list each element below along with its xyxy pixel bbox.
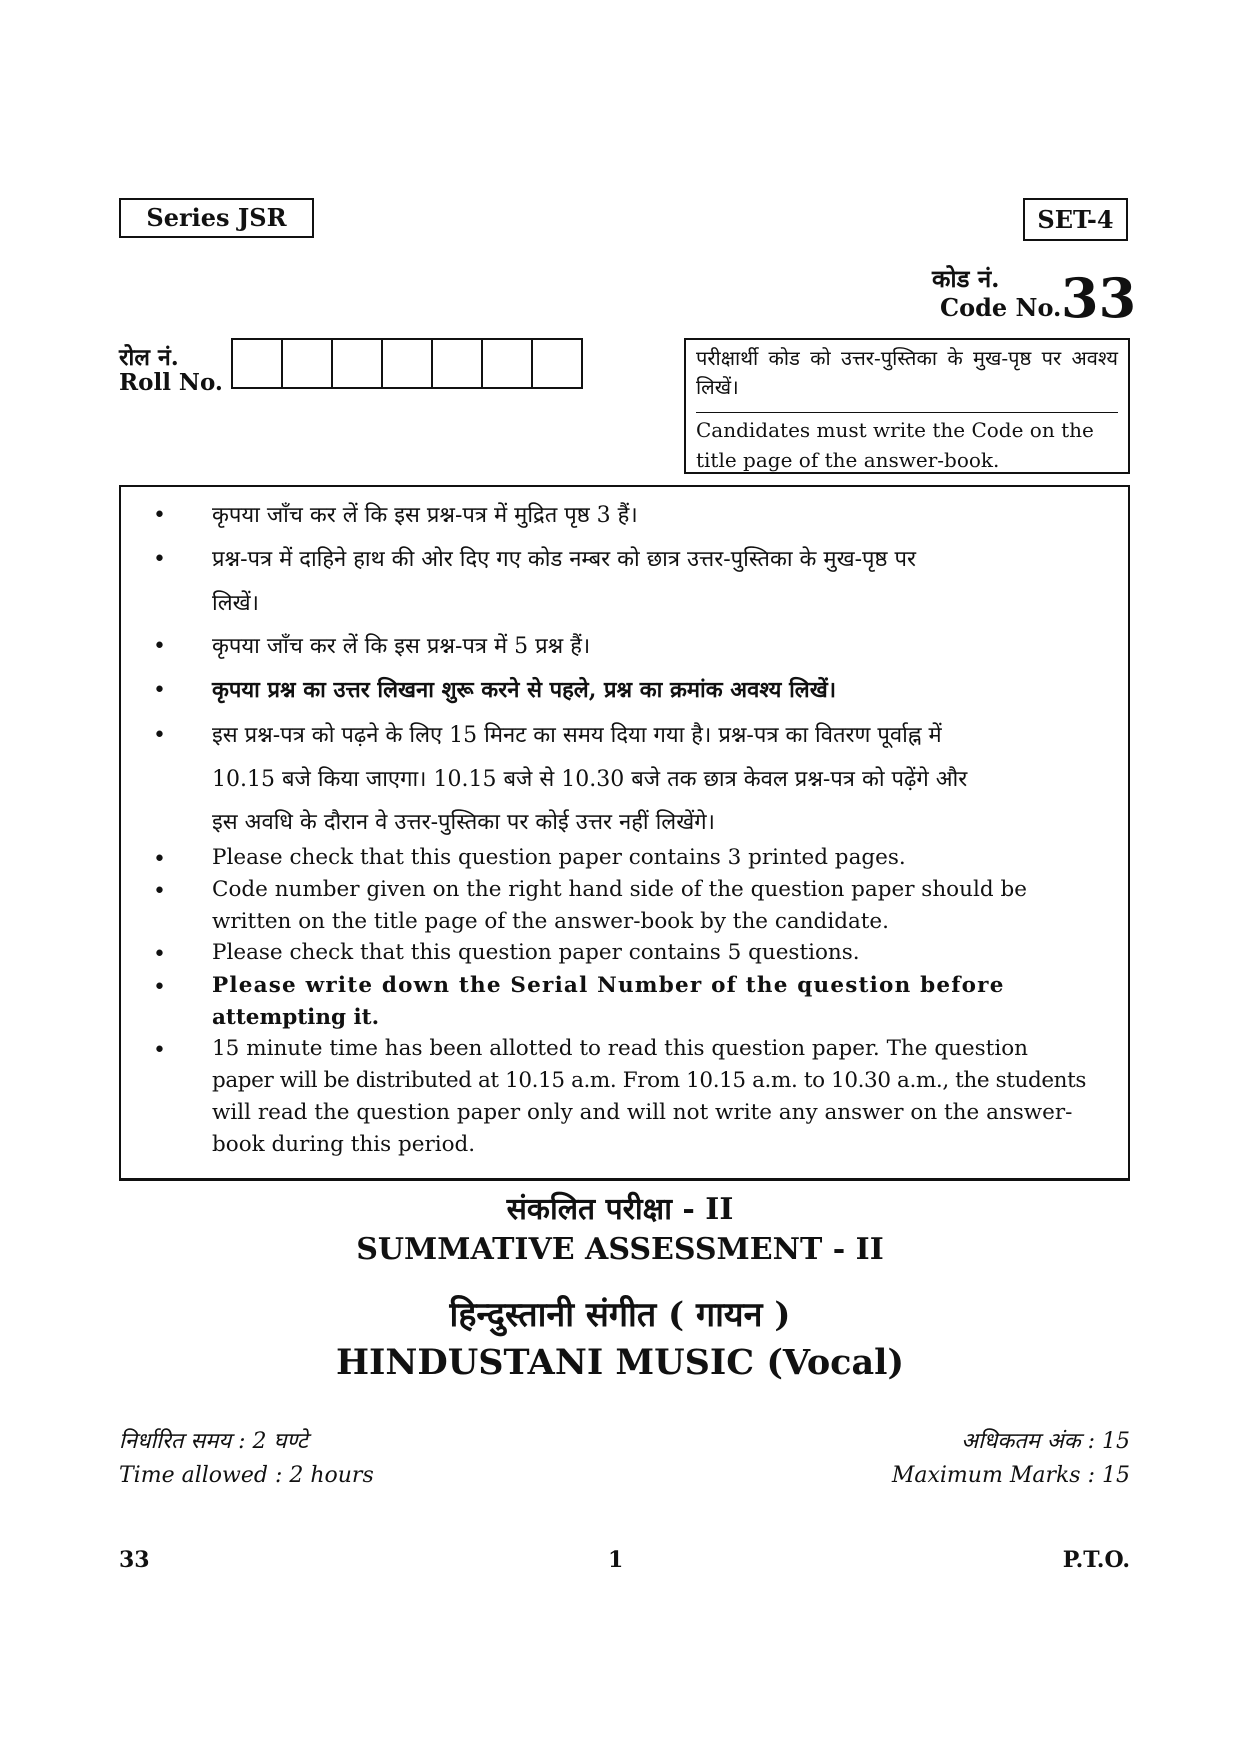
footer-code: 33 xyxy=(119,1547,150,1573)
roll-digit-box[interactable] xyxy=(433,340,483,387)
roll-number-boxes[interactable] xyxy=(231,338,583,389)
instructions-box xyxy=(119,485,1130,1181)
subject-title-english: HINDUSTANI MUSIC (Vocal) xyxy=(335,1342,905,1383)
time-allowed-hindi: निर्धारित समय : 2 घण्टे xyxy=(119,1429,308,1454)
bullet: • xyxy=(153,1038,166,1063)
instruction-hindi-5-cont: 10.15 बजे किया जाएगा। 10.15 बजे से 10.30 बजे तक छात्र केवल प्रश्न-पत्र को पढ़ेंगे और xyxy=(212,767,968,792)
code-label-english: Code No. xyxy=(940,293,1062,322)
instruction-english-3: Please check that this question paper contains 5 questions. xyxy=(212,940,860,965)
candidate-note-hindi: परीक्षार्थी कोड को उत्तर-पुस्तिका के मुख-पृष्ठ पर अवश्य लिखें। xyxy=(696,346,1118,399)
bullet: • xyxy=(153,975,166,1000)
roll-digit-box[interactable] xyxy=(333,340,383,387)
roll-digit-box[interactable] xyxy=(283,340,333,387)
candidate-note-line: Candidates must write the Code on the xyxy=(696,418,1094,442)
instruction-hindi-5-cont: इस अवधि के दौरान वे उत्तर-पुस्तिका पर कोई उत्तर नहीं लिखेंगे। xyxy=(212,810,715,835)
instruction-english-5-cont: book during this period. xyxy=(212,1132,476,1157)
bullet: • xyxy=(153,503,166,528)
roll-digit-box[interactable] xyxy=(533,340,583,387)
instruction-english-5-cont: will read the question paper only and will not write any answer on the answer- xyxy=(212,1100,1073,1125)
code-number: 33 xyxy=(1061,266,1137,330)
bullet: • xyxy=(153,678,166,703)
bullet: • xyxy=(153,634,166,659)
instruction-english-4-cont: attempting it. xyxy=(212,1005,380,1030)
subject-title-hindi: हिन्दुस्तानी संगीत ( गायन ) xyxy=(449,1295,791,1335)
roll-digit-box[interactable] xyxy=(483,340,533,387)
exam-title-english: SUMMATIVE ASSESSMENT - II xyxy=(356,1232,884,1267)
bullet: • xyxy=(153,942,166,967)
candidate-note-line: title page of the answer-book. xyxy=(696,448,1000,472)
instruction-english-4: Please write down the Serial Number of the question before xyxy=(212,973,1005,998)
roll-digit-box[interactable] xyxy=(233,340,283,387)
instruction-english-1: Please check that this question paper contains 3 printed pages. xyxy=(212,845,906,870)
exam-title-hindi: संकलित परीक्षा - II xyxy=(506,1192,734,1227)
code-label-hindi: कोड नं. xyxy=(932,264,1000,293)
instruction-hindi-3: कृपया जाँच कर लें कि इस प्रश्न-पत्र में 5 प्रश्न हैं। xyxy=(212,634,591,659)
bullet: • xyxy=(153,547,166,572)
max-marks-hindi: अधिकतम अंक : 15 xyxy=(961,1429,1130,1454)
bullet: • xyxy=(153,723,166,748)
candidate-note-box xyxy=(684,338,1130,474)
bullet: • xyxy=(153,847,166,872)
bullet: • xyxy=(153,879,166,904)
instruction-hindi-5: इस प्रश्न-पत्र को पढ़ने के लिए 15 मिनट का समय दिया गया है। प्रश्न-पत्र का वितरण पूर्वाह्न में xyxy=(212,723,942,748)
instruction-english-5-cont: paper will be distributed at 10.15 a.m. From 10.15 a.m. to 10.30 a.m., the students xyxy=(212,1068,1086,1093)
roll-label-hindi: रोल नं. xyxy=(119,344,179,371)
please-turn-over: P.T.O. xyxy=(1062,1547,1130,1573)
instruction-hindi-2-cont: लिखें। xyxy=(212,591,259,616)
candidate-note-english xyxy=(696,412,1118,475)
series-label: Series JSR xyxy=(119,198,314,238)
set-label: SET-4 xyxy=(1023,198,1128,241)
max-marks-english: Maximum Marks : 15 xyxy=(891,1463,1130,1488)
time-allowed-english: Time allowed : 2 hours xyxy=(119,1463,374,1488)
roll-label-english: Roll No. xyxy=(119,369,223,396)
instruction-hindi-4: कृपया प्रश्न का उत्तर लिखना शुरू करने से पहले, प्रश्न का क्रमांक अवश्य लिखें। xyxy=(212,677,837,703)
roll-digit-box[interactable] xyxy=(383,340,433,387)
instruction-hindi-2: प्रश्न-पत्र में दाहिने हाथ की ओर दिए गए कोड नम्बर को छात्र उत्तर-पुस्तिका के मुख-पृष्ठ पर xyxy=(212,547,916,572)
instruction-hindi-1: कृपया जाँच कर लें कि इस प्रश्न-पत्र में मुद्रित पृष्ठ 3 हैं। xyxy=(212,503,638,528)
instruction-english-2: Code number given on the right hand side of the question paper should be xyxy=(212,877,1027,902)
instruction-english-5: 15 minute time has been allotted to read this question paper. The question xyxy=(212,1036,1028,1061)
page-number: 1 xyxy=(608,1547,624,1573)
instruction-english-2-cont: written on the title page of the answer-book by the candidate. xyxy=(212,909,889,934)
